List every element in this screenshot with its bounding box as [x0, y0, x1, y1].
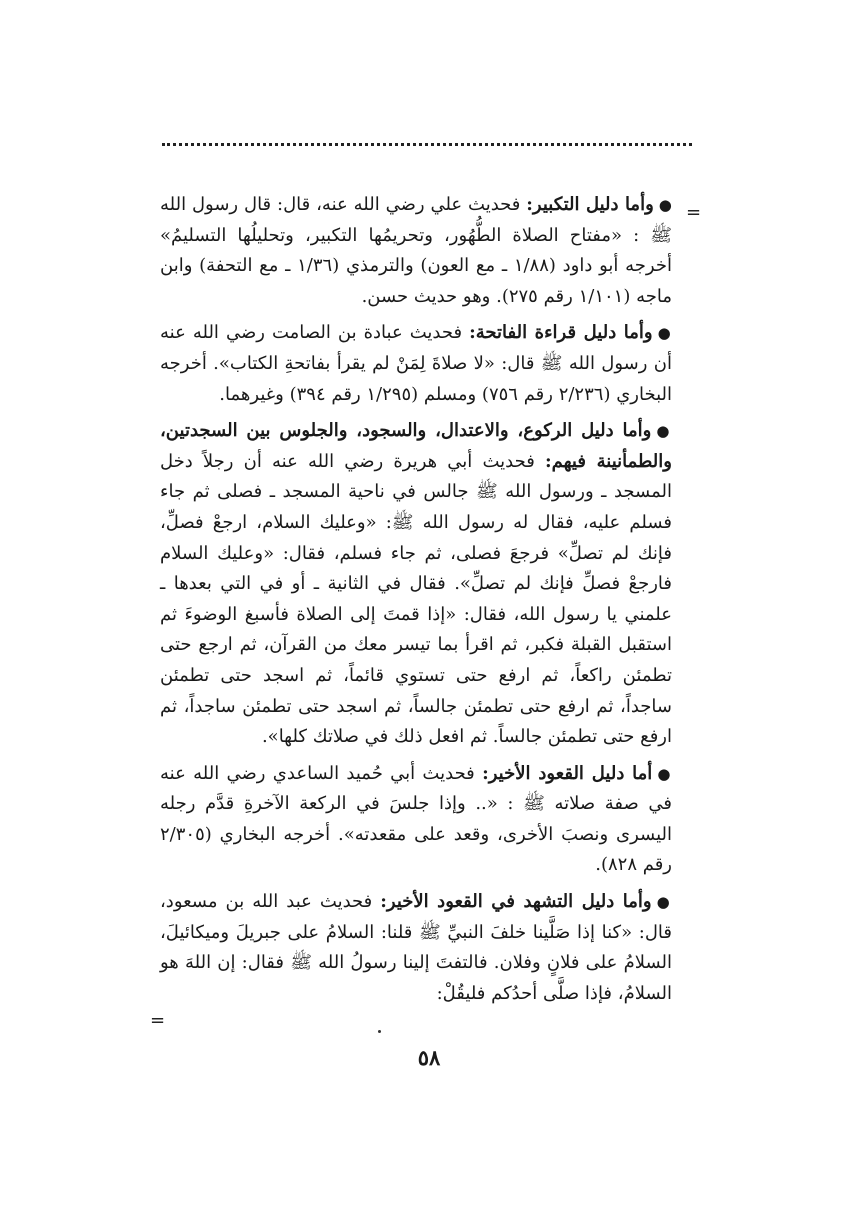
dotted-separator: [162, 143, 692, 146]
paragraph-tashahhud: [160, 887, 672, 1009]
paragraph-text: فحديث عبادة بن الصامت رضي الله عنه أن رسول الله ﷺ قال: «لا صلاةَ لِمَنْ لم يقرأ بفاتحةِ الكتاب». أخرجه البخاري (٢/٢٣٦ رقم ٧٥٦) ومسلم (١/٢٩٥ رقم ٣٩٤) وغيرهما.: [160, 322, 672, 405]
ink-dot: [378, 1030, 381, 1033]
paragraph-fatiha: [160, 318, 672, 410]
paragraph-lead: أما دليل القعود الأخير:: [482, 762, 653, 784]
paragraph-text: فحديث علي رضي الله عنه، قال: قال رسول الله ﷺ : «مفتاح الصلاة الطُّهُور، وتحريمُها التكبير، وتحليلُها التسليمُ» أخرجه أبو داود (١/٨٨ ـ مع العون) والترمذي (١/٣٦ ـ مع التحفة) وابن ماجه (١/١٠١ رقم ٢٧٥). وهو حديث حسن.: [160, 194, 672, 307]
bullet-icon: ●: [657, 324, 672, 343]
paragraph-qu-ud: [160, 759, 672, 881]
bullet-icon: ●: [656, 893, 672, 912]
paragraph-lead: وأما دليل التشهد في القعود الأخير:: [380, 891, 652, 913]
paragraph-lead: وأما دليل قراءة الفاتحة:: [469, 322, 653, 344]
paragraph-text: فحديث عبد الله بن مسعود، قال: «كنا إذا صَلَّينا خلفَ النبيِّ ﷺ قلنا: السلامُ على جبريلَ وميكائيلَ، السلامُ على فلانٍ وفلان. فالتفتَ إلينا رسولُ الله ﷺ فقال: إن اللهَ هو السلامُ، فإذا صلَّى أحدُكم فليقُلْ:: [160, 891, 672, 1004]
paragraph-ruku: [160, 416, 672, 753]
paragraph-lead: وأما دليل الركوع، والاعتدال، والسجود، والجلوس بين السجدتين، والطمأنينة فيهم:: [160, 420, 672, 472]
margin-mark-bottom: =: [150, 1010, 166, 1031]
paragraph-text: فحديث أبي حُميد الساعدي رضي الله عنه في صفة صلاته ﷺ : «.. وإذا جلسَ في الركعة الآخرةِ قدَّم رجله اليسرى ونصبَ الأخرى، وقعد على مقعدته». أخرجه البخاري (٢/٣٠٥ رقم ٨٢٨).: [160, 762, 672, 876]
paragraph-takbir: [160, 190, 672, 312]
margin-mark-top: =: [686, 202, 702, 223]
paragraph-lead: وأما دليل التكبير:: [526, 194, 654, 215]
page-body: [160, 190, 672, 1015]
bullet-icon: ●: [656, 422, 672, 441]
bullet-icon: ●: [657, 764, 672, 783]
page-number: ٥٨: [417, 1045, 441, 1070]
paragraph-text: فحديث أبي هريرة رضي الله عنه أن رجلاً دخل المسجد ـ ورسول الله ﷺ جالس في ناحية المسجد ـ فصلى ثم جاء فسلم عليه، فقال له رسول الله ﷺ: «وعليك السلام، ارجعْ فصلِّ، فإنك لم تصلِّ» فرجعَ فصلى، ثم جاء فسلم، فقال: «وعليك السلام فارجعْ فصلِّ فإنك لم تصلِّ». فقال في الثانية ـ أو في التي بعدها ـ علمني يا رسول الله، فقال: «إذا قمتَ إلى الصلاة فأسبغ الوضوءَ ثم استقبل القبلة فكبر، ثم اقرأ بما تيسر معك من القرآن، ثم ارجع حتى تطمئن راكعاً، ثم ارفع حتى تستوي قائماً، ثم اسجد حتى تطمئن ساجداً، ثم ارفع حتى تطمئن جالساً، ثم اسجد حتى تطمئن ساجداً، ثم ارفع حتى تطمئن جالساً. ثم افعل ذلك في صلاتك كلها».: [160, 450, 672, 748]
bullet-icon: ●: [658, 196, 673, 214]
